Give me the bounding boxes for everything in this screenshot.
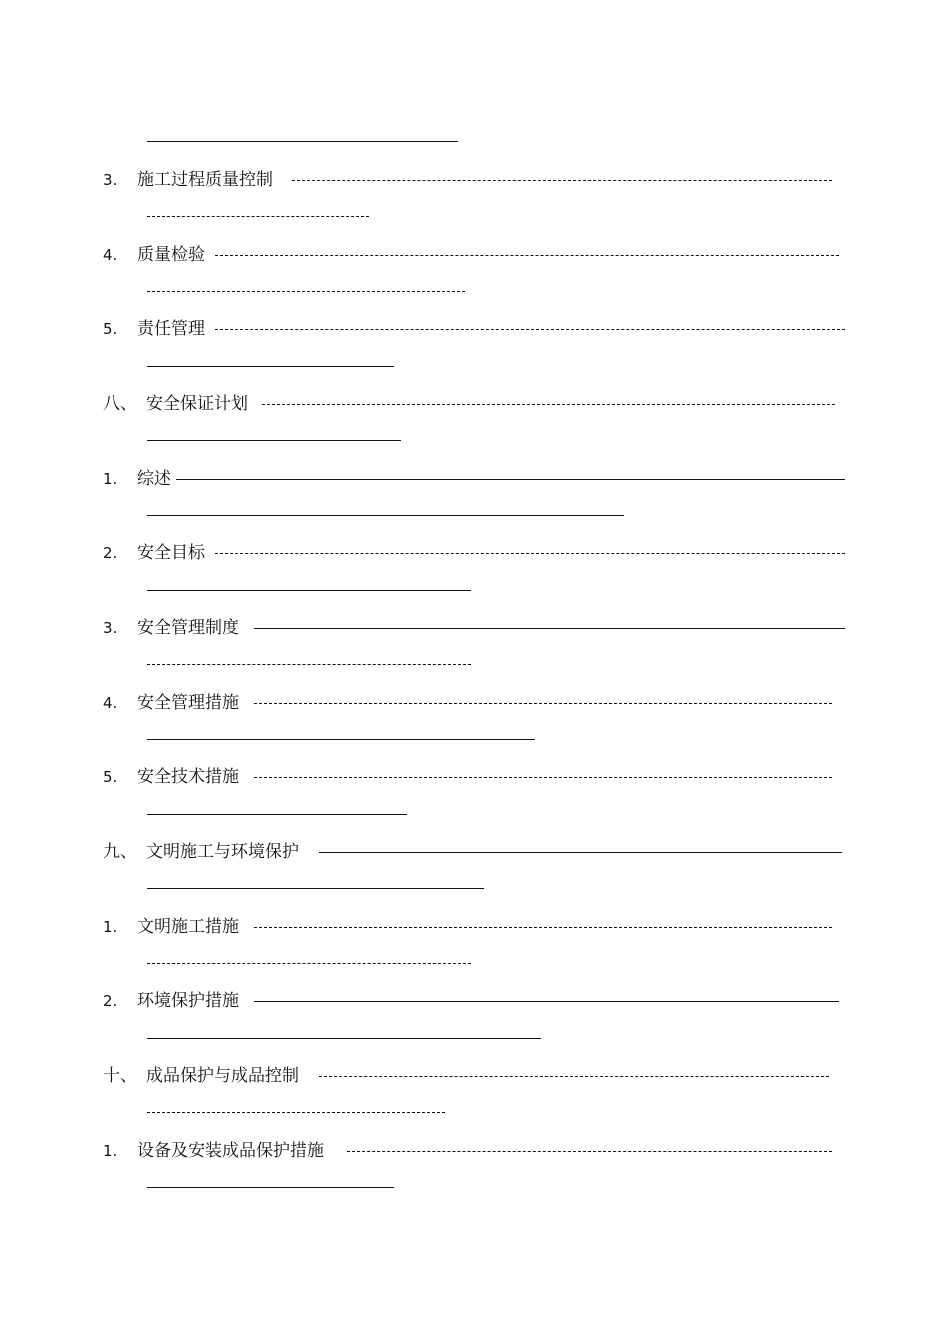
toc-section-number: 九、 <box>103 842 137 862</box>
toc-leader <box>254 777 832 778</box>
toc-leader <box>147 888 484 889</box>
toc-leader <box>254 927 832 928</box>
toc-entry-number: 1. <box>103 918 118 936</box>
toc-leader <box>147 366 394 367</box>
toc-entry-title[interactable]: 施工过程质量控制 <box>137 170 273 190</box>
toc-leader <box>215 255 839 256</box>
toc-section-title[interactable]: 成品保护与成品控制 <box>146 1066 299 1086</box>
toc-entry-number: 4. <box>103 246 118 264</box>
toc-entry-title[interactable]: 安全管理措施 <box>137 693 239 713</box>
toc-leader <box>215 553 845 554</box>
toc-leader <box>147 216 369 217</box>
toc-entry-title[interactable]: 责任管理 <box>137 319 205 339</box>
toc-section-title[interactable]: 文明施工与环境保护 <box>146 842 299 862</box>
toc-entry-number: 5. <box>103 320 118 338</box>
toc-leader <box>147 141 458 142</box>
toc-entry-number: 1. <box>103 470 118 488</box>
toc-leader <box>147 739 535 740</box>
toc-leader <box>254 1001 839 1002</box>
toc-entry-number: 3. <box>103 171 118 189</box>
toc-leader <box>147 664 471 665</box>
toc-leader <box>254 628 845 629</box>
toc-entry-number: 2. <box>103 992 118 1010</box>
toc-leader <box>319 852 842 853</box>
toc-section-number: 十、 <box>103 1066 137 1086</box>
toc-entry-title[interactable]: 综述 <box>137 469 171 489</box>
toc-leader <box>147 1038 541 1039</box>
toc-leader <box>147 814 407 815</box>
toc-entry-number: 4. <box>103 694 118 712</box>
toc-leader <box>147 515 624 516</box>
toc-leader <box>147 963 471 964</box>
toc-leader <box>319 1076 829 1077</box>
toc-leader <box>147 590 471 591</box>
toc-leader <box>262 404 835 405</box>
toc-leader <box>147 1112 445 1113</box>
toc-leader <box>254 703 832 704</box>
toc-section-number: 八、 <box>103 394 137 414</box>
toc-leader <box>176 479 845 480</box>
toc-entry-title[interactable]: 安全目标 <box>137 543 205 563</box>
toc-entry-title[interactable]: 环境保护措施 <box>137 991 239 1011</box>
toc-entry-number: 2. <box>103 544 118 562</box>
toc-leader <box>147 291 465 292</box>
toc-entry-title[interactable]: 安全技术措施 <box>137 767 239 787</box>
toc-leader <box>147 1187 394 1188</box>
toc-entry-number: 3. <box>103 619 118 637</box>
toc-entry-title[interactable]: 安全管理制度 <box>137 618 239 638</box>
toc-leader <box>215 329 845 330</box>
toc-section-title[interactable]: 安全保证计划 <box>146 394 248 414</box>
toc-leader <box>292 180 832 181</box>
toc-entry-title[interactable]: 文明施工措施 <box>137 917 239 937</box>
toc-entry-number: 5. <box>103 768 118 786</box>
toc-entry-title[interactable]: 质量检验 <box>137 245 205 265</box>
toc-entry-title[interactable]: 设备及安装成品保护措施 <box>137 1141 324 1161</box>
toc-entry-number: 1. <box>103 1142 118 1160</box>
toc-leader <box>347 1151 832 1152</box>
toc-leader <box>147 440 401 441</box>
